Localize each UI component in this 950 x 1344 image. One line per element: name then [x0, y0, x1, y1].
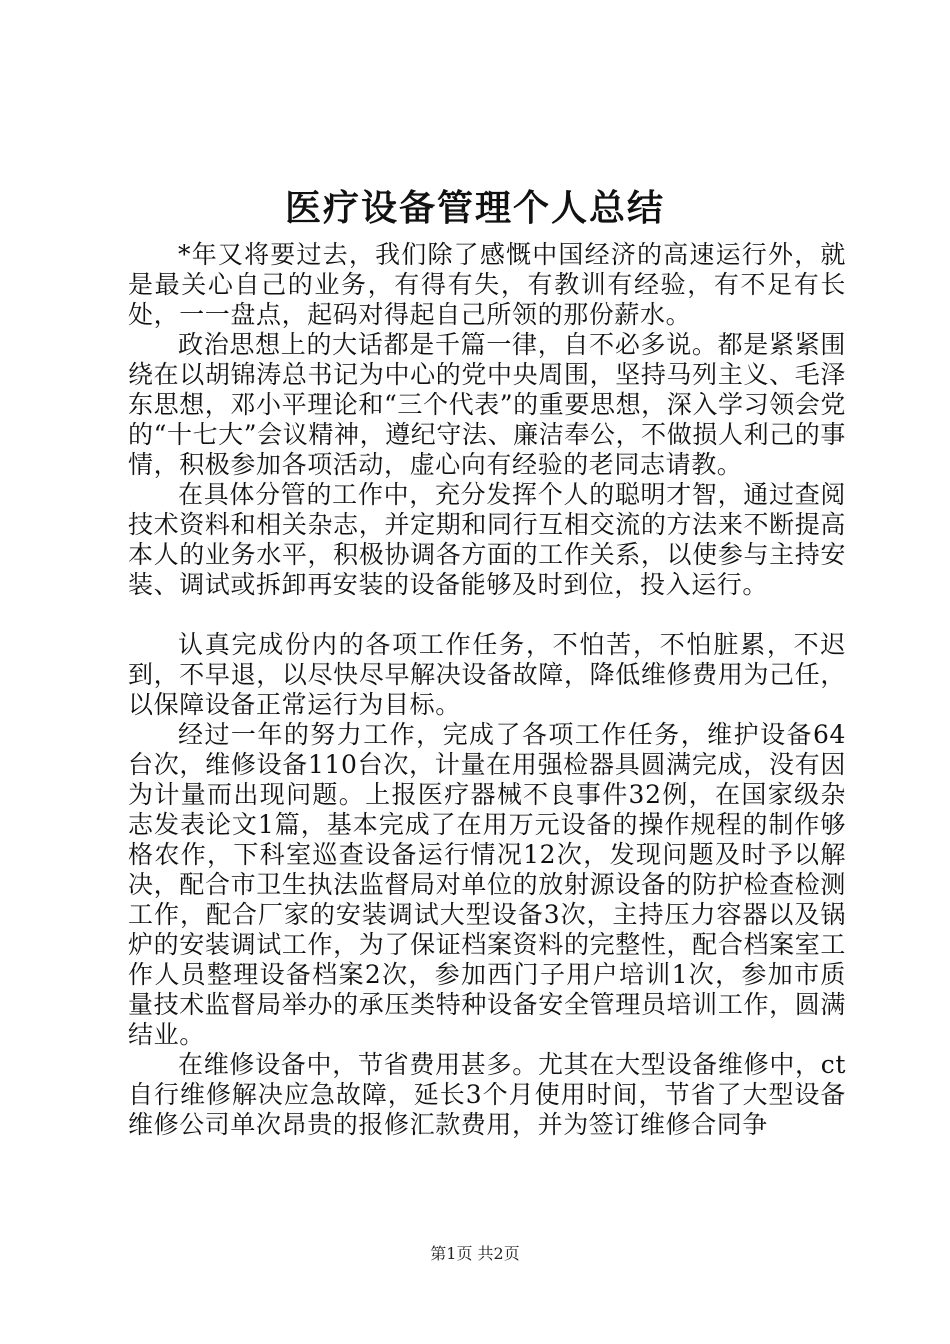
- page-footer: 第1页 共2页: [430, 1244, 520, 1263]
- paragraph-work-duties: 在具体分管的工作中，充分发挥个人的聪明才智，通过查阅技术资料和相关杂志，并定期和同行互相交流的方法来不断提高本人的业务水平，积极协调各方面的工作关系，以使参与主持安装、调试或拆卸再安装的设备能够及时到位，投入运行。: [128, 480, 846, 599]
- paragraph-political: 政治思想上的大话都是千篇一律，自不必多说。都是紧紧围绕在以胡锦涛总书记为中心的党中央周围，坚持马列主义、毛泽东思想，邓小平理论和“三个代表”的重要思想，深入学习领会党的“十七大”会议精神，遵纪守法、廉洁奉公，不做损人利己的事情，积极参加各项活动，虚心向有经验的老同志请教。: [128, 330, 846, 479]
- paragraph-responsibility: 认真完成份内的各项工作任务，不怕苦，不怕脏累，不迟到，不早退，以尽快尽早解决设备故障，降低维修费用为己任，以保障设备正常运行为目标。: [128, 630, 846, 719]
- paragraph-achievements: 经过一年的努力工作，完成了各项工作任务，维护设备64台次，维修设备110台次，计量在用强检器具圆满完成，没有因为计量而出现问题。上报医疗器械不良事件32例，在国家级杂志发表论文1篇，基本完成了在用万元设备的操作规程的制作够格农作，下科室巡查设备运行情况12次，发现问题及时予以解决，配合市卫生执法监督局对单位的放射源设备的防护检查检测工作，配合厂家的安装调试大型设备3次，主持压力容器以及锅炉的安装调试工作，为了保证档案资料的完整性，配合档案室工作人员整理设备档案2次，参加西门子用户培训1次，参加市质量技术监督局举办的承压类特种设备安全管理员培训工作，圆满结业。: [128, 720, 846, 1049]
- document-title: 医疗设备管理个人总结: [284, 187, 665, 229]
- document-body: [128, 240, 846, 1140]
- paragraph-spacer: [128, 600, 846, 630]
- paragraph-maintenance: 在维修设备中，节省费用甚多。尤其在大型设备维修中，ct自行维修解决应急故障，延长3个月使用时间，节省了大型设备维修公司单次昂贵的报修汇款费用，并为签订维修合同争: [128, 1050, 846, 1139]
- paragraph-intro: *年又将要过去，我们除了感慨中国经济的高速运行外，就是最关心自己的业务，有得有失，有教训有经验，有不足有长处，一一盘点，起码对得起自己所领的那份薪水。: [128, 240, 846, 329]
